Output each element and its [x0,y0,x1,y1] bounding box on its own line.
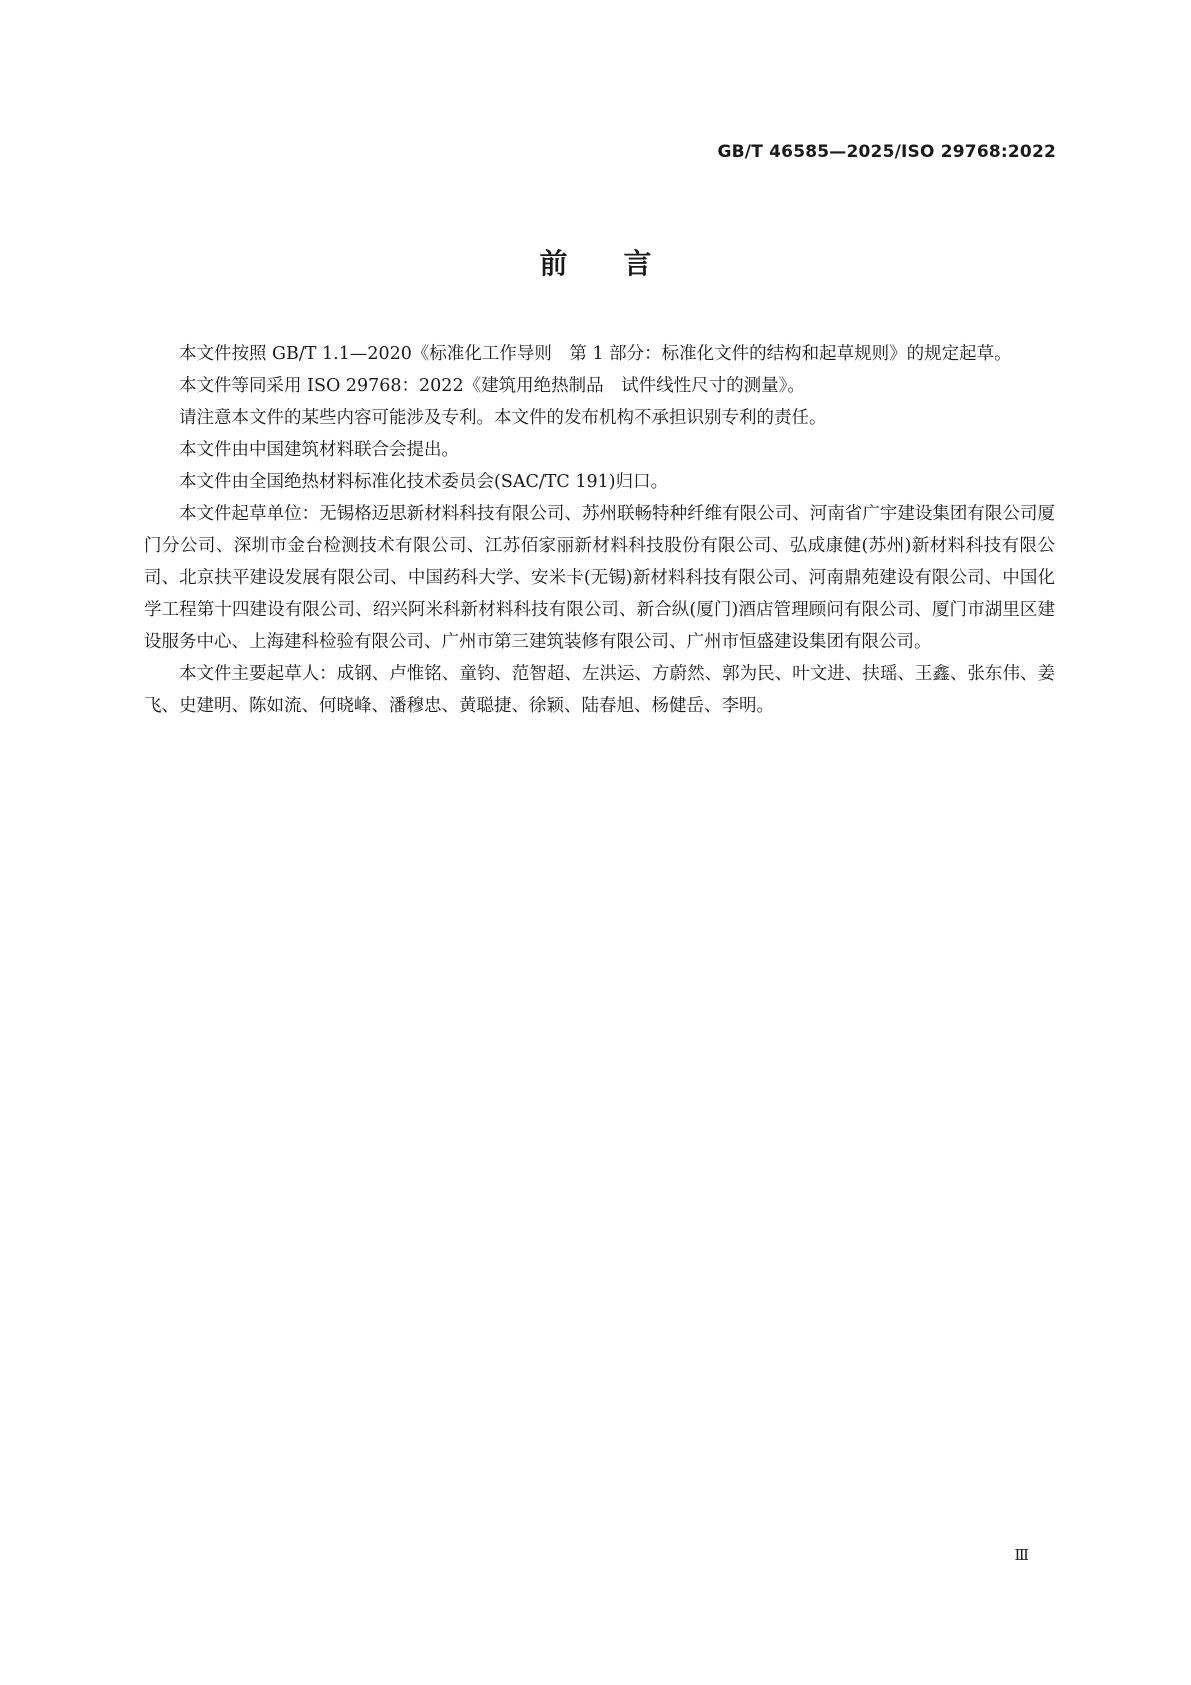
paragraph-drafters: 本文件主要起草人：成钢、卢惟铭、童钧、范智超、左洪运、方蔚然、郭为民、叶文进、扶瑶、王鑫、张东伟、姜飞、史建明、陈如流、何晓峰、潘穆忠、黄聪捷、徐颖、陆春旭、杨健岳、李明。 [144,664,1055,716]
paragraph-drafting-units: 本文件起草单位：无锡格迈思新材料科技有限公司、苏州联畅特种纤维有限公司、河南省广宇建设集团有限公司厦门分公司、深圳市金台检测技术有限公司、江苏佰家丽新材料科技股份有限公司、弘成康健(苏州)新材料科技有限公司、北京扶平建设发展有限公司、中国药科大学、安米卡(无锡)新材料科技有限公司、河南鼎苑建设有限公司、中国化学工程第十四建设有限公司、绍兴阿米科新材料科技有限公司、新合纵(厦门)酒店管理顾问有限公司、厦门市湖里区建设服务中心、上海建科检验有限公司、广州市第三建筑装修有限公司、广州市恒盛建设集团有限公司。 [144,504,1055,652]
paragraph-committee: 本文件由全国绝热材料标准化技术委员会(SAC/TC 191)归口。 [179,472,669,492]
paragraph-iso-adoption: 本文件等同采用 ISO 29768：2022《建筑用绝热制品 试件线性尺寸的测量》。 [179,376,805,396]
paragraph-drafting-rules: 本文件按照 GB/T 1.1—2020《标准化工作导则 第 1 部分：标准化文件的结构和起草规则》的规定起草。 [179,344,1012,364]
page-number: Ⅲ [1014,1546,1029,1564]
paragraph-patent-notice: 请注意本文件的某些内容可能涉及专利。本文件的发布机构不承担识别专利的责任。 [179,408,827,428]
page-title: 前言 [539,247,708,280]
paragraph-proposer: 本文件由中国建筑材料联合会提出。 [179,440,459,460]
body-text [144,338,1055,722]
document-code: GB/T 46585—2025/ISO 29768:2022 [717,142,1056,162]
